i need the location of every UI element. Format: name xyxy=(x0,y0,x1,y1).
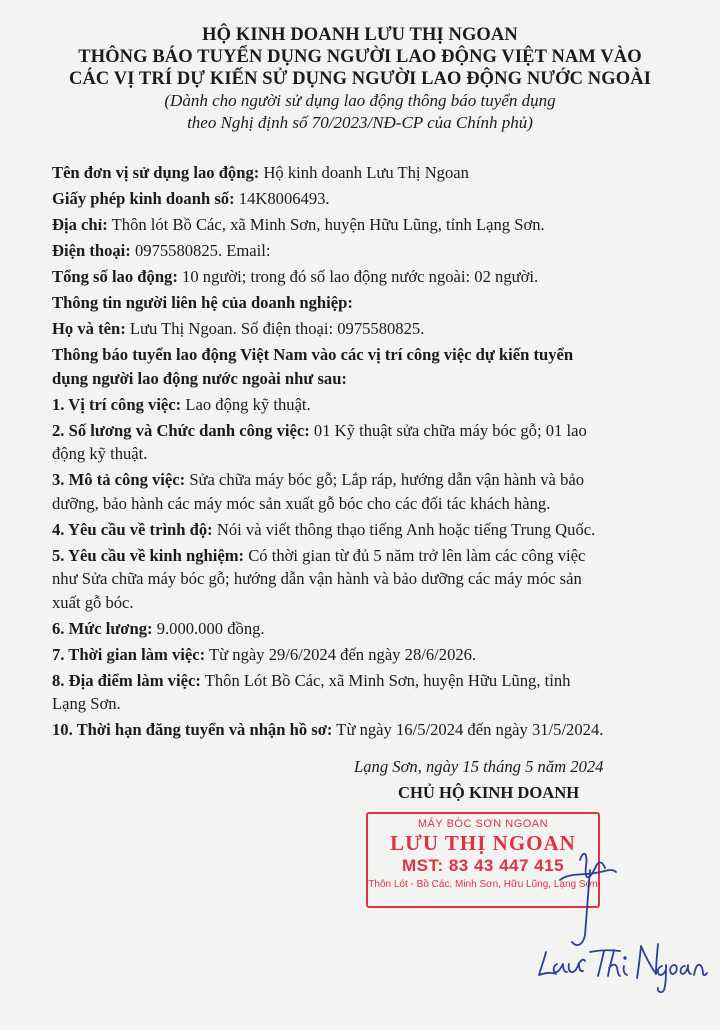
subtitle-line-1: (Dành cho người sử dụng lao động thông báo tuyển dụng xyxy=(164,91,556,110)
date-text: Lạng Sơn, ngày 15 tháng 5 năm 2024 xyxy=(354,757,604,776)
license-label: Giấy phép kinh doanh số: xyxy=(52,189,235,208)
item-2-value: 01 Kỹ thuật sửa chữa máy bóc gỗ; 01 lao xyxy=(309,420,587,440)
workers-label: Tổng số lao động: xyxy=(52,267,178,286)
address-label: Địa chỉ: xyxy=(52,215,108,234)
item-4-value: Nói và viết thông thạo tiếng Anh hoặc tiếng Trung Quốc. xyxy=(212,519,596,539)
item-7-value: Từ ngày 29/6/2024 đến ngày 28/6/2026. xyxy=(205,644,477,664)
item-8-value: Thôn Lót Bồ Các, xã Minh Sơn, huyện Hữu Lũng, tỉnh xyxy=(200,670,571,690)
item-2-label: 2. Số lương và Chức danh công việc: xyxy=(52,420,310,440)
item-3-label: 3. Mô tả công việc: xyxy=(52,470,186,489)
item-5-label: 5. Yêu cầu về kinh nghiệm: xyxy=(52,545,245,565)
stamp-line-1: MÁY BÓC SƠN NGOAN xyxy=(417,818,549,830)
license-value: 14K8006493. xyxy=(234,189,330,208)
stamp-line-2: LƯU THỊ NGOAN xyxy=(390,831,576,855)
notice-line-2-text: dụng người lao động nước ngoài như sau: xyxy=(52,368,347,388)
item-6-value: 9.000.000 đồng. xyxy=(152,618,265,638)
item-3-value-cont: dưỡng, bảo hành các máy móc sản xuất gỗ bóc cho các đối tác khách hàng. xyxy=(52,493,551,513)
item-6-label: 6. Mức lương: xyxy=(52,618,153,638)
item-5-value: Có thời gian từ đủ 5 năm trở lên làm các công việc xyxy=(244,545,586,565)
contact-heading-text: Thông tin người liên hệ của doanh nghiệp: xyxy=(52,293,353,312)
item-2-value-cont: động kỹ thuật. xyxy=(52,444,148,463)
item-5-value-cont-1: như Sửa chữa máy bóc gỗ; hướng dẫn vận hành và bảo dưỡng các máy móc sản xyxy=(52,569,582,588)
stamp-line-4: Thôn Lót - Bồ Các, Minh Sơn, Hữu Lũng, Lạng Sơn xyxy=(368,879,598,890)
item-7-label: 7. Thời gian làm việc: xyxy=(52,644,206,664)
item-10-label: 10. Thời hạn đăng tuyển và nhận hồ sơ: xyxy=(52,720,333,739)
phone-value: 0975580825. Email: xyxy=(130,241,271,260)
title-line-2: CÁC VỊ TRÍ DỰ KIẾN SỬ DỤNG NGƯỜI LAO ĐỘNG NƯỚC NGOÀI xyxy=(69,69,651,89)
signer-role-text: CHỦ HỘ KINH DOANH xyxy=(398,783,580,802)
item-5-value-cont-2: xuất gỗ bóc. xyxy=(52,592,134,612)
item-1-label: 1. Vị trí công việc: xyxy=(52,394,182,414)
item-10-value: Từ ngày 16/5/2024 đến ngày 31/5/2024. xyxy=(332,720,604,739)
address-value: Thôn lót Bồ Các, xã Minh Sơn, huyện Hữu Lũng, tỉnh Lạng Sơn. xyxy=(107,215,545,234)
item-3-value: Sửa chữa máy bóc gỗ; Lắp ráp, hướng dẫn vận hành và bảo xyxy=(185,470,585,489)
notice-line-1-text: Thông báo tuyển lao động Việt Nam vào các vị trí công việc dự kiến tuyển xyxy=(52,345,574,364)
unit-value: Hộ kinh doanh Lưu Thị Ngoan xyxy=(259,163,469,182)
business-name: HỘ KINH DOANH LƯU THỊ NGOAN xyxy=(202,25,518,45)
title-line-1: THÔNG BÁO TUYỂN DỤNG NGƯỜI LAO ĐỘNG VIỆT NAM VÀO xyxy=(78,47,642,67)
item-4-label: 4. Yêu cầu về trình độ: xyxy=(52,519,213,539)
unit-label: Tên đơn vị sử dụng lao động: xyxy=(52,163,260,182)
subtitle-line-2: theo Nghị định số 70/2023/NĐ-CP của Chính phủ) xyxy=(187,113,533,132)
workers-value: 10 người; trong đó số lao động nước ngoài: 02 người. xyxy=(177,267,539,286)
phone-label: Điện thoại: xyxy=(52,241,131,260)
stamp-line-3: MST: 83 43 447 415 xyxy=(401,856,565,875)
name-value: Lưu Thị Ngoan. Số điện thoại: 0975580825. xyxy=(125,319,425,338)
item-8-value-cont: Lạng Sơn. xyxy=(52,694,121,713)
name-label: Họ và tên: xyxy=(52,319,126,338)
item-8-label: 8. Địa điểm làm việc: xyxy=(52,670,201,690)
item-1-value: Lao động kỹ thuật. xyxy=(181,394,311,414)
